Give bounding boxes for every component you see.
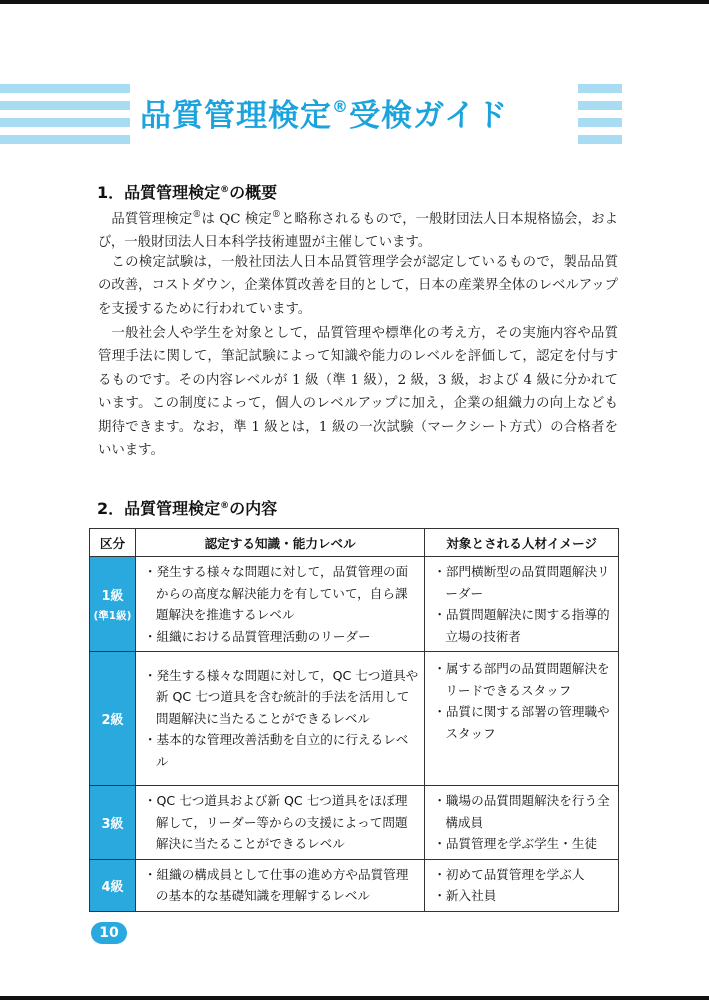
section-1-heading: 1．品質管理検定®の概要 [97,183,278,202]
header-stripe-left-4 [0,135,130,144]
list-item: ・ 初めて品質管理を学ぶ人 [433,864,612,886]
grade-cell: 2級 [90,652,136,786]
grade-cell: 1級 (準1級) [90,557,136,652]
header-stripe-right-2 [578,101,622,110]
grade-level-table [89,528,619,912]
table-header-row [90,529,619,557]
page-number-badge: 10 [91,922,127,944]
grade-cell: 3級 [90,786,136,860]
list-item: ・ 品質問題解決に関する指導的立場の技術者 [433,604,612,647]
header-stripe-right-3 [578,118,622,127]
page-title: 品質管理検定®受検ガイド [140,97,509,134]
list-item: ・ 組織の構成員として仕事の進め方や品質管理の基本的な基礎知識を理解するレベル [144,864,418,907]
header-stripe-left-1 [0,84,130,93]
list-item: ・ 属する部門の品質問題解決をリードできるスタッフ [433,658,612,701]
target-cell [425,786,619,860]
list-item: ・ 新入社員 [433,885,612,907]
list-item: ・ QC 七つ道具および新 QC 七つ道具をほぼ理解して，リーダー等からの支援によって問題解決に当たることができるレベル [144,790,418,855]
section-2-heading: 2．品質管理検定®の内容 [97,499,278,518]
table-row [90,652,619,786]
header-stripe-right-1 [578,84,622,93]
list-item: ・ 組織における品質管理活動のリーダー [144,626,418,648]
header-stripe-right-4 [578,135,622,144]
top-edge [0,0,709,4]
header-knowledge: 認定する知識・能力レベル [135,529,424,557]
table-row [90,557,619,652]
list-item: ・ 基本的な管理改善活動を自立的に行えるレベル [144,729,418,772]
list-item: ・ 品質に関する部署の管理職やスタッフ [433,701,612,744]
list-item: ・ 発生する様々な問題に対して，QC 七つ道具や新 QC 七つ道具を含む統計的手法を活用して問題解決に当たることができるレベル [144,665,418,730]
list-item: ・ 職場の品質問題解決を行う全構成員 [433,790,612,833]
target-cell [425,652,619,786]
target-cell [425,557,619,652]
table-row [90,859,619,911]
list-item: ・ 品質管理を学ぶ学生・生徒 [433,833,612,855]
grade-cell: 4級 [90,859,136,911]
knowledge-cell [135,786,424,860]
header-stripe-left-2 [0,101,130,110]
section-1-paragraph-3: 一般社会人や学生を対象として，品質管理や標準化の考え方，その実施内容や品質管理手法に関して，筆記試験によって知識や能力のレベルを評価して，認定を付与するものです。その内容レベルが 1 級（準 1 級），2 級，3 級，および 4 級に分かれています。この制度によって，個人のレベルアップに加え，企業の組織力の向上なども期待できます。なお，準 1 級とは，1 級の一次試験（マークシート方式）の合格者をいいます。 [98,326,618,459]
bottom-edge [0,996,709,1000]
list-item: ・ 部門横断型の品質問題解決リーダー [433,561,612,604]
header-stripe-left-3 [0,118,130,127]
header-category: 区分 [90,529,136,557]
knowledge-cell [135,652,424,786]
knowledge-cell [135,859,424,911]
knowledge-cell [135,557,424,652]
target-cell [425,859,619,911]
header-target: 対象とされる人材イメージ [425,529,619,557]
section-1-paragraph-1: 品質管理検定®は QC 検定®と略称されるもので，一般財団法人日本規格協会，および，一般財団法人日本科学技術連盟が主催しています。 [98,210,618,251]
table-row [90,786,619,860]
section-1-paragraph-2: この検定試験は，一般社団法人日本品質管理学会が認定しているもので，製品品質の改善，コストダウン，企業体質改善を目的として，日本の産業界全体のレベルアップを支援するために行われています。 [98,255,618,317]
list-item: ・ 発生する様々な問題に対して，品質管理の面からの高度な解決能力を有していて，自ら課題解決を推進するレベル [144,561,418,626]
